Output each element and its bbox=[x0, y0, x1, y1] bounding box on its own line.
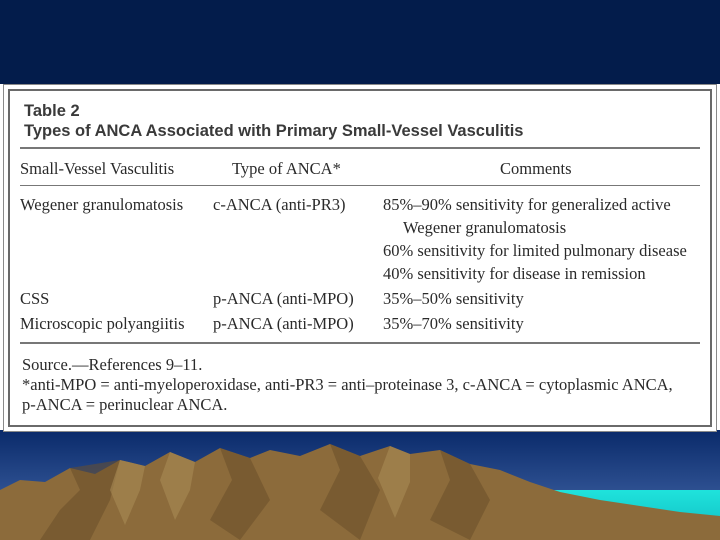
header-comments: Comments bbox=[500, 159, 572, 178]
header-anca-type: Type of ANCA* bbox=[232, 159, 341, 178]
table-panel bbox=[3, 84, 717, 432]
mountain-landscape-image bbox=[0, 430, 720, 540]
row-comment: 35%–70% sensitivity bbox=[383, 314, 524, 333]
top-header-band bbox=[0, 0, 720, 84]
row-anca-type: c-ANCA (anti-PR3) bbox=[213, 195, 346, 214]
table-number: Table 2 bbox=[24, 102, 80, 120]
row-comment: 60% sensitivity for limited pulmonary disease bbox=[383, 241, 687, 260]
row-comment: 85%–90% sensitivity for generalized active bbox=[383, 195, 671, 214]
source-footnote: Source.—References 9–11. bbox=[22, 355, 203, 374]
header-bottom-rule bbox=[20, 185, 700, 186]
abbreviation-footnote: *anti-MPO = anti-myeloperoxidase, anti-PR3 = anti–proteinase 3, c-ANCA = cytoplasmic ANCA, bbox=[22, 375, 673, 394]
row-comment: 35%–50% sensitivity bbox=[383, 289, 524, 308]
header-vasculitis: Small-Vessel Vasculitis bbox=[20, 159, 175, 178]
row-vasculitis: Microscopic polyangiitis bbox=[20, 314, 185, 333]
row-vasculitis: Wegener granulomatosis bbox=[20, 195, 184, 214]
row-anca-type: p-ANCA (anti-MPO) bbox=[213, 289, 354, 308]
row-anca-type: p-ANCA (anti-MPO) bbox=[213, 314, 354, 333]
row-vasculitis: CSS bbox=[20, 289, 50, 308]
table-bottom-rule bbox=[20, 342, 700, 344]
row-comment: Wegener granulomatosis bbox=[403, 218, 567, 237]
abbreviation-footnote-continued: p-ANCA = perinuclear ANCA. bbox=[22, 395, 228, 414]
header-top-rule bbox=[20, 147, 700, 149]
row-comment: 40% sensitivity for disease in remission bbox=[383, 264, 646, 283]
table-frame bbox=[8, 89, 712, 427]
table-title: Types of ANCA Associated with Primary Small-Vessel Vasculitis bbox=[24, 122, 524, 140]
